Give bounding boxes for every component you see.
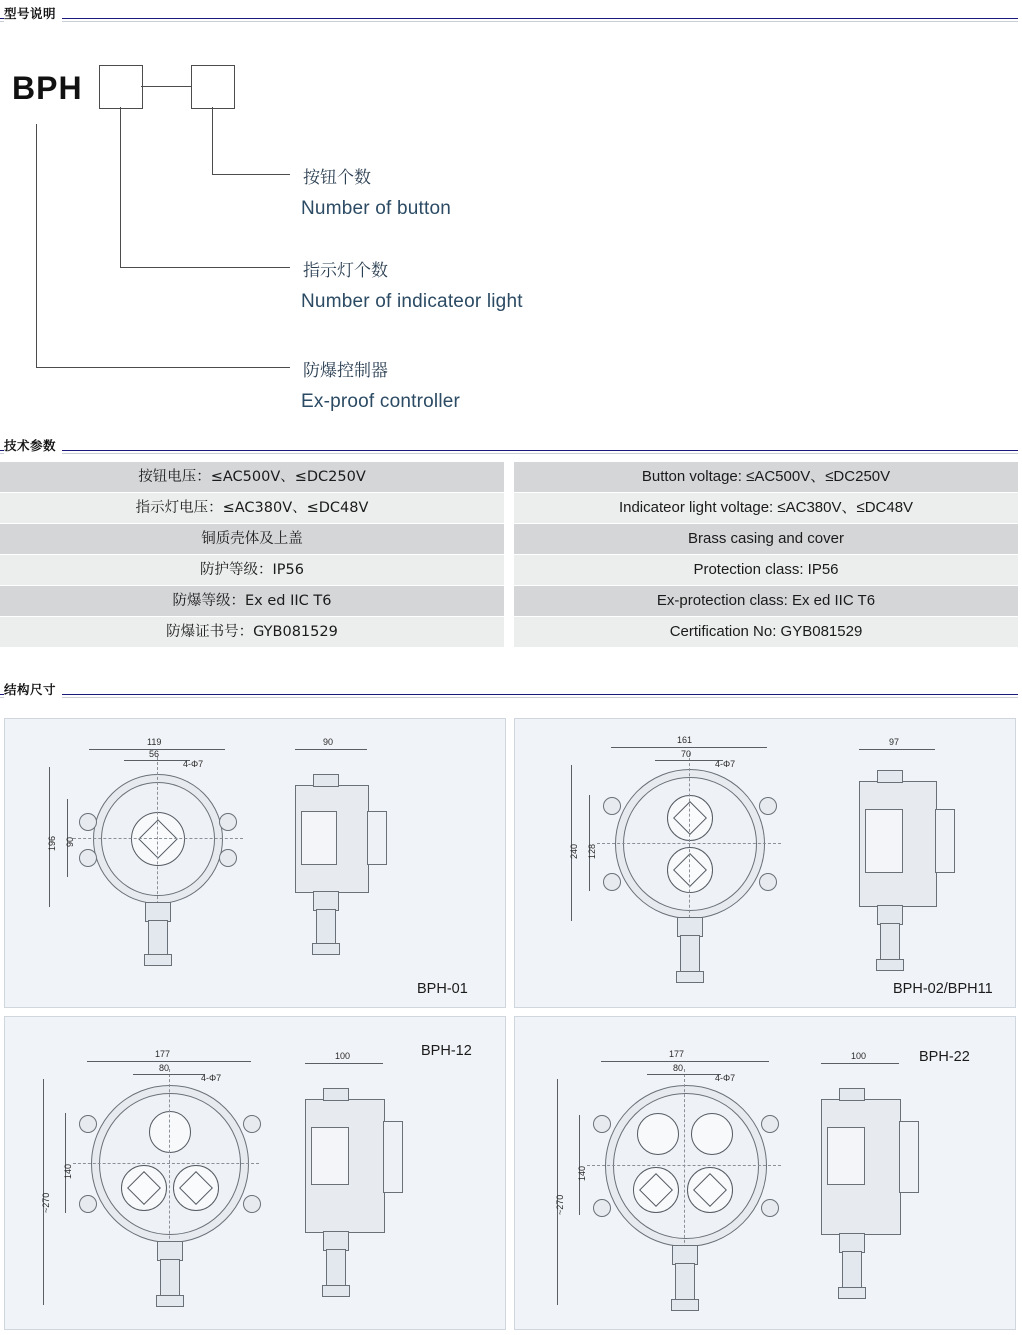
dimension-panel-bph-12 bbox=[4, 1016, 506, 1330]
side-gland-top bbox=[313, 774, 339, 787]
column-gap bbox=[504, 462, 514, 492]
dim-height-outer: ~270 bbox=[41, 1192, 51, 1213]
indicator-light-right bbox=[691, 1113, 733, 1155]
dimension-drawings bbox=[0, 718, 1022, 1330]
dim-hole-spec: 4-Φ7 bbox=[183, 759, 204, 769]
section-title-params: 技术参数 bbox=[4, 436, 62, 454]
dimension-panel-bph-01 bbox=[4, 718, 506, 1008]
housing-side-detail bbox=[301, 811, 337, 865]
divider-line bbox=[0, 18, 1018, 19]
callout-controller-en: Ex-proof controller bbox=[301, 391, 461, 412]
centerline-vertical bbox=[684, 1069, 685, 1263]
dim-line-width-inner bbox=[647, 1074, 721, 1075]
cable-gland-tip bbox=[144, 954, 172, 966]
dim-line-side-width bbox=[821, 1063, 899, 1064]
param-cell-cn: 防护等级：IP56 bbox=[0, 555, 504, 585]
dim-hole-spec: 4-Φ7 bbox=[201, 1073, 222, 1083]
dim-line-side-width bbox=[305, 1063, 383, 1064]
param-cell-en: Brass casing and cover bbox=[514, 524, 1018, 554]
dimension-panel-bph-22 bbox=[514, 1016, 1016, 1330]
dim-side-width: 100 bbox=[335, 1051, 351, 1061]
cable-gland-body bbox=[148, 920, 168, 956]
dim-height-inner: 140 bbox=[63, 1163, 73, 1179]
cable-gland bbox=[145, 902, 171, 922]
model-box-indicator bbox=[99, 65, 143, 109]
dim-height-inner: 140 bbox=[577, 1165, 587, 1181]
dim-line-height-outer bbox=[557, 1079, 558, 1305]
side-cable-gland-body bbox=[316, 909, 336, 945]
param-cell-en: Certification No: GYB081529 bbox=[514, 617, 1018, 647]
model-prefix-label: BPH bbox=[12, 70, 83, 106]
divider-line-secondary bbox=[0, 453, 1018, 454]
leader-controller-horizontal bbox=[36, 367, 290, 368]
dim-width-inner: 56 bbox=[149, 749, 160, 759]
model-explanation-diagram bbox=[0, 24, 1022, 414]
dim-line-width-inner bbox=[655, 760, 723, 761]
table-row bbox=[0, 555, 1018, 585]
column-gap bbox=[504, 617, 514, 647]
column-gap bbox=[504, 586, 514, 616]
section-title-model: 型号说明 bbox=[4, 4, 62, 22]
leader-controller-vertical bbox=[36, 124, 37, 367]
dim-height-outer: 196 bbox=[47, 835, 57, 851]
dim-width-inner: 70 bbox=[681, 749, 692, 759]
mounting-ear-tr bbox=[243, 1115, 261, 1133]
param-cell-en: Ex-protection class: Ex ed IIC T6 bbox=[514, 586, 1018, 616]
mounting-ear-bl bbox=[593, 1199, 611, 1217]
divider-line bbox=[0, 450, 1018, 451]
side-cable-gland-tip bbox=[312, 943, 340, 955]
housing-side-cover bbox=[899, 1121, 919, 1193]
section-header-dimensions bbox=[0, 680, 1022, 698]
dim-width-outer: 177 bbox=[155, 1049, 171, 1059]
cable-gland-body bbox=[160, 1259, 180, 1297]
housing-side-detail bbox=[865, 809, 903, 873]
cable-gland-tip bbox=[156, 1295, 184, 1307]
mounting-ear-br bbox=[219, 849, 237, 867]
centerline-vertical bbox=[157, 757, 158, 919]
mounting-ear-tl bbox=[603, 797, 621, 815]
mounting-ear-br bbox=[243, 1195, 261, 1213]
dim-line-width-outer bbox=[87, 1061, 251, 1062]
callout-controller-cn: 防爆控制器 bbox=[303, 361, 388, 381]
callout-button-count-cn: 按钮个数 bbox=[303, 168, 371, 188]
dim-width-inner: 80 bbox=[673, 1063, 684, 1073]
param-cell-cn: 指示灯电压：≤AC380V、≤DC48V bbox=[0, 493, 504, 523]
panel-caption-bph-12: BPH-12 bbox=[421, 1043, 472, 1059]
model-box-connector bbox=[141, 86, 191, 87]
side-cable-gland-body bbox=[842, 1251, 862, 1289]
side-cable-gland-tip bbox=[876, 959, 904, 971]
cable-gland bbox=[672, 1245, 698, 1265]
leader-button-vertical bbox=[212, 107, 213, 174]
param-cell-cn: 防爆证书号：GYB081529 bbox=[0, 617, 504, 647]
divider-line-secondary bbox=[0, 21, 1018, 22]
divider-line-secondary bbox=[0, 697, 1018, 698]
dim-line-width-outer bbox=[601, 1061, 769, 1062]
cable-gland bbox=[157, 1241, 183, 1261]
side-cable-gland bbox=[313, 891, 339, 911]
table-row bbox=[0, 524, 1018, 554]
tech-params-table bbox=[0, 462, 1022, 648]
housing-side-detail bbox=[827, 1127, 865, 1185]
param-cell-en: Indicateor light voltage: ≤AC380V、≤DC48V bbox=[514, 493, 1018, 523]
callout-button-count-en: Number of button bbox=[301, 198, 452, 219]
mounting-ear-br bbox=[759, 873, 777, 891]
side-gland-top bbox=[839, 1088, 865, 1101]
panel-caption-bph-02: BPH-02/BPH11 bbox=[893, 981, 993, 997]
side-cable-gland-tip bbox=[838, 1287, 866, 1299]
side-cable-gland-body bbox=[880, 923, 900, 961]
dim-width-inner: 80 bbox=[159, 1063, 170, 1073]
leader-button-horizontal bbox=[212, 174, 290, 175]
leader-indicator-vertical bbox=[120, 107, 121, 267]
param-cell-en: Button voltage: ≤AC500V、≤DC250V bbox=[514, 462, 1018, 492]
callout-indicator-count-cn: 指示灯个数 bbox=[303, 261, 388, 281]
dim-side-width: 100 bbox=[851, 1051, 867, 1061]
side-cable-gland bbox=[877, 905, 903, 925]
cable-gland-tip bbox=[676, 971, 704, 983]
column-gap bbox=[504, 524, 514, 554]
cable-gland-body bbox=[675, 1263, 695, 1301]
column-gap bbox=[504, 493, 514, 523]
mounting-ear-tr bbox=[761, 1115, 779, 1133]
dim-side-width: 97 bbox=[889, 737, 900, 747]
model-box-button bbox=[191, 65, 235, 109]
side-cable-gland-tip bbox=[322, 1285, 350, 1297]
dim-hole-spec: 4-Φ7 bbox=[715, 1073, 736, 1083]
mounting-ear-bl bbox=[79, 849, 97, 867]
param-cell-cn: 铜质壳体及上盖 bbox=[0, 524, 504, 554]
section-header-model bbox=[0, 4, 1022, 22]
column-gap bbox=[504, 555, 514, 585]
housing-side-detail bbox=[311, 1127, 349, 1185]
dim-line-width-outer bbox=[611, 747, 767, 748]
dim-height-inner: 128 bbox=[587, 843, 597, 859]
housing-front-inner bbox=[613, 1093, 759, 1239]
indicator-light bbox=[149, 1111, 191, 1153]
leader-indicator-horizontal bbox=[120, 267, 290, 268]
housing-side-cover bbox=[935, 809, 955, 873]
cable-gland-tip bbox=[671, 1299, 699, 1311]
mounting-ear-bl bbox=[603, 873, 621, 891]
dim-width-outer: 161 bbox=[677, 735, 693, 745]
section-title-dimensions: 结构尺寸 bbox=[4, 680, 62, 698]
mounting-ear-tr bbox=[219, 813, 237, 831]
housing-side-cover bbox=[367, 811, 387, 865]
table-row bbox=[0, 617, 1018, 647]
side-gland-top bbox=[877, 770, 903, 783]
side-cable-gland bbox=[323, 1231, 349, 1251]
dim-side-width: 90 bbox=[323, 737, 334, 747]
dim-height-outer: 240 bbox=[569, 843, 579, 859]
param-cell-cn: 按钮电压：≤AC500V、≤DC250V bbox=[0, 462, 504, 492]
cable-gland-body bbox=[680, 935, 700, 973]
mounting-ear-br bbox=[761, 1199, 779, 1217]
param-cell-cn: 防爆等级：Ex ed IIC T6 bbox=[0, 586, 504, 616]
dim-height-inner: 90 bbox=[65, 836, 75, 847]
mounting-ear-tr bbox=[759, 797, 777, 815]
divider-line bbox=[0, 694, 1018, 695]
side-gland-top bbox=[323, 1088, 349, 1101]
indicator-light-left bbox=[637, 1113, 679, 1155]
panel-caption-bph-01: BPH-01 bbox=[417, 981, 468, 997]
side-cable-gland bbox=[839, 1233, 865, 1253]
centerline-horizontal bbox=[73, 838, 243, 839]
cable-gland bbox=[677, 917, 703, 937]
param-cell-en: Protection class: IP56 bbox=[514, 555, 1018, 585]
table-row bbox=[0, 493, 1018, 523]
dim-line-width-inner bbox=[124, 760, 190, 761]
table-row bbox=[0, 462, 1018, 492]
dim-width-outer: 119 bbox=[147, 737, 162, 747]
callout-indicator-count-en: Number of indicateor light bbox=[301, 291, 523, 312]
dimension-panel-bph-02 bbox=[514, 718, 1016, 1008]
mounting-ear-tl bbox=[79, 1115, 97, 1133]
centerline-horizontal bbox=[73, 1163, 259, 1164]
panel-caption-bph-22: BPH-22 bbox=[919, 1049, 970, 1065]
centerline-vertical bbox=[169, 1069, 170, 1259]
dim-line-side-width bbox=[295, 749, 367, 750]
dim-line-side-width bbox=[859, 749, 935, 750]
dim-width-outer: 177 bbox=[669, 1049, 685, 1059]
mounting-ear-tl bbox=[593, 1115, 611, 1133]
centerline-vertical bbox=[689, 753, 690, 933]
dim-height-outer: ~270 bbox=[555, 1194, 565, 1215]
dim-hole-spec: 4-Φ7 bbox=[715, 759, 736, 769]
side-cable-gland-body bbox=[326, 1249, 346, 1287]
section-header-params bbox=[0, 436, 1022, 454]
table-row bbox=[0, 586, 1018, 616]
mounting-ear-bl bbox=[79, 1195, 97, 1213]
mounting-ear-tl bbox=[79, 813, 97, 831]
housing-side-cover bbox=[383, 1121, 403, 1193]
dim-line-width-inner bbox=[133, 1074, 205, 1075]
